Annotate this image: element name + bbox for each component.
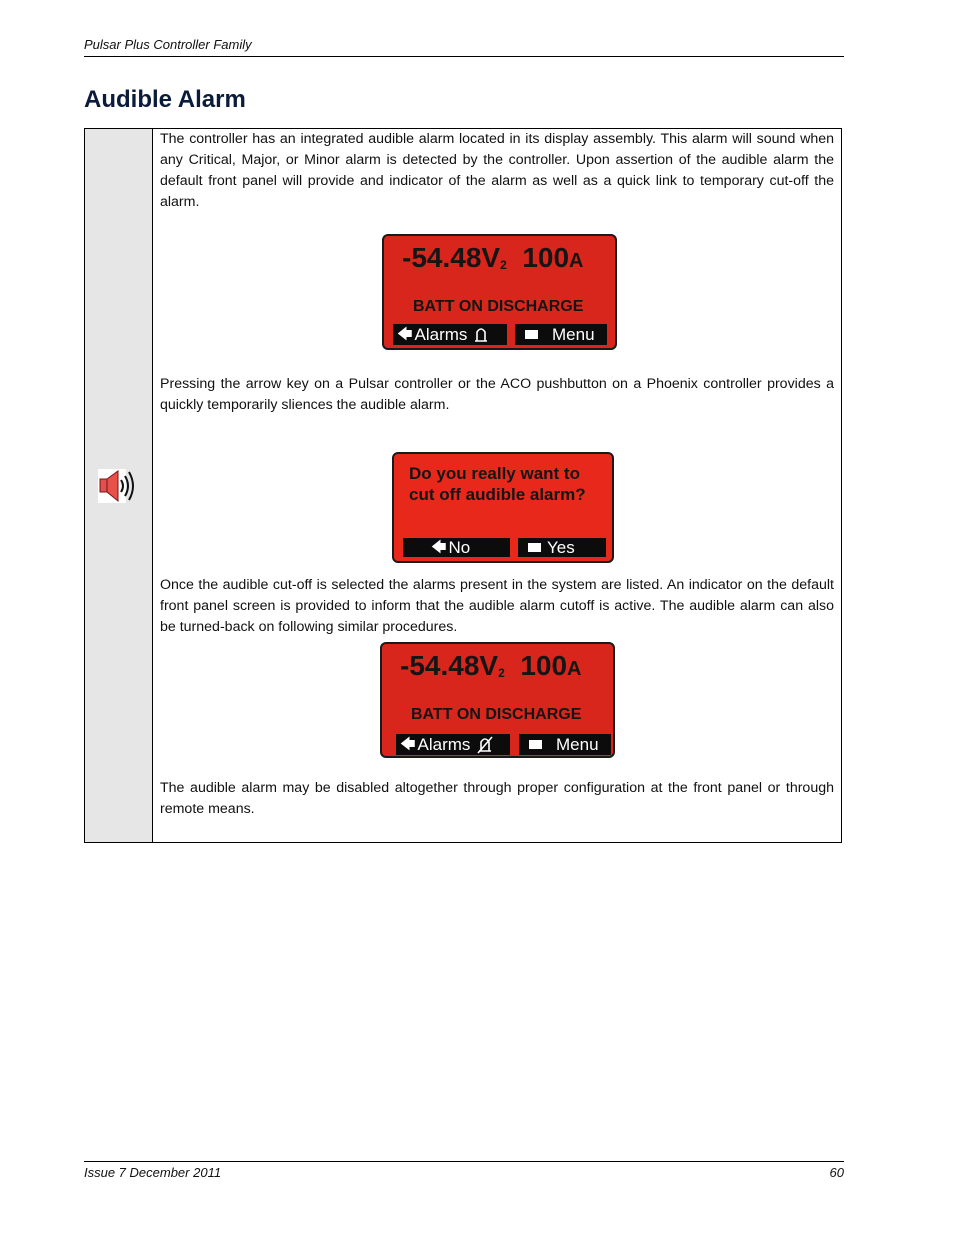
no-button[interactable] (403, 538, 510, 557)
square-key-icon (529, 740, 542, 749)
running-header (84, 37, 844, 57)
voltage-value: -54.48V (400, 650, 499, 681)
left-arrow-icon: 🡄 (400, 736, 416, 753)
menu-button-label: Menu (556, 735, 599, 754)
lcd-reading (400, 650, 582, 682)
icon-column (85, 129, 153, 842)
square-key-icon (525, 330, 538, 339)
paragraph-arrow-key: Pressing the arrow key on a Pulsar controller or the ACO pushbutton on a Phoenix controller provides a quickly temporarily sliences the audible alarm. (160, 376, 834, 413)
left-arrow-icon: 🡄 (431, 539, 447, 556)
alarms-button-label: Alarms (417, 735, 471, 754)
lcd-screen-confirm (392, 452, 614, 563)
page-number: 60 (829, 1165, 844, 1180)
left-arrow-icon: 🡄 (397, 326, 413, 343)
yes-button-label: Yes (547, 538, 575, 557)
running-title: Pulsar Plus Controller Family (84, 37, 252, 52)
menu-button-label: Menu (552, 325, 595, 344)
lcd-reading (402, 242, 584, 274)
lcd-status: BATT ON DISCHARGE (411, 706, 582, 723)
running-footer (84, 1161, 844, 1180)
alarms-button-label: Alarms (414, 325, 468, 344)
paragraph-intro: The controller has an integrated audible alarm located in its display assembly. This alarm will sound when any Critical, Major, or Minor alarm is detected by the controller. Upon assertion of the audible alarm the default front panel will provide and indicator of the alarm as well as a quick link to temporary cut-off the alarm. (160, 131, 834, 210)
current-unit: A (569, 250, 584, 272)
issue-date: Issue 7 December 2011 (84, 1165, 222, 1180)
current-unit: A (567, 658, 582, 680)
voltage-subscript: 2 (498, 666, 505, 680)
text-column (153, 129, 841, 842)
paragraph-cutoff: Once the audible cut-off is selected the alarms present in the system are listed. An indicator on the default front panel screen is provided to inform that the audible alarm cutoff is active. The audible alarm can also be turned-back on following similar procedures. (160, 577, 834, 635)
yes-button[interactable] (518, 538, 606, 557)
voltage-subscript: 2 (500, 258, 507, 272)
bell-icon (473, 326, 489, 344)
section-title: Audible Alarm (84, 86, 246, 113)
question-line-1: Do you really want to (409, 464, 580, 483)
paragraph-disable: The audible alarm may be disabled altogether through proper configuration at the front panel or through remote means. (160, 780, 834, 817)
lcd-question (409, 463, 586, 505)
lcd-screen-alarm (382, 234, 617, 350)
current-value: 100 (520, 650, 568, 681)
no-button-label: No (448, 538, 471, 557)
square-key-icon (528, 543, 541, 552)
menu-button[interactable] (519, 734, 611, 755)
alarms-button[interactable] (393, 324, 507, 345)
bell-muted-icon (476, 736, 494, 754)
current-value: 100 (522, 242, 570, 273)
alarms-button[interactable] (396, 734, 510, 755)
menu-button[interactable] (515, 324, 607, 345)
question-line-2: cut off audible alarm? (409, 485, 586, 504)
voltage-value: -54.48V (402, 242, 501, 273)
speaker-sound-icon (97, 467, 139, 505)
lcd-status: BATT ON DISCHARGE (413, 298, 584, 315)
content-table (84, 128, 842, 843)
lcd-screen-muted (380, 642, 615, 758)
